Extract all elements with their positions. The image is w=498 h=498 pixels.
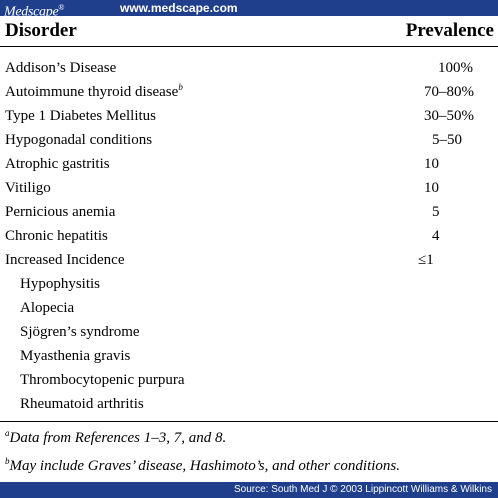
prevalence-value: 5–50 <box>432 132 462 148</box>
footnote-b: $^b$May include Graves’ disease, Hashimoto’s, and other conditions. <box>5 456 401 474</box>
disorder-name: Myasthenia gravis <box>20 348 131 364</box>
disorder-name: Atrophic gastritis <box>5 156 110 172</box>
table-row <box>0 80 498 104</box>
table-row <box>0 128 498 152</box>
disorder-name: Pernicious anemia <box>5 204 116 220</box>
table-row <box>0 368 498 392</box>
footnote-ref: b <box>178 82 183 92</box>
source-credit: Source: South Med J © 2003 Lippincott Williams & Wilkins <box>233 484 492 495</box>
disorder-name: Alopecia <box>20 300 75 316</box>
table-row <box>0 392 498 416</box>
table-row <box>0 344 498 368</box>
table-row <box>0 200 498 224</box>
prevalence-value: 10 <box>424 180 439 196</box>
table-row <box>0 320 498 344</box>
table-row <box>0 152 498 176</box>
disorder-name: Increased Incidence <box>5 252 125 268</box>
table-row <box>0 224 498 248</box>
disorder-name: Autoimmune thyroid disease$^b$ <box>5 82 183 100</box>
table-row <box>0 272 498 296</box>
table-row <box>0 248 498 272</box>
disorder-name: Hypophysitis <box>20 276 101 292</box>
prevalence-value: 30–50% <box>424 108 474 124</box>
column-header-prevalence: Prevalence <box>405 20 494 41</box>
disorder-name: Chronic hepatitis <box>5 228 108 244</box>
prevalence-value: 100% <box>438 60 473 76</box>
disorder-name: Sjögren’s syndrome <box>20 324 140 340</box>
disorder-name: Hypogonadal conditions <box>5 132 153 148</box>
prevalence-value: 10 <box>424 156 439 172</box>
disorder-name: Addison’s Disease <box>5 60 117 76</box>
prevalence-value: ≤1 <box>418 252 434 268</box>
table-header <box>0 16 498 47</box>
disorder-name: Thrombocytopenic purpura <box>20 372 185 388</box>
disorder-name: Type 1 Diabetes Mellitus <box>5 108 157 124</box>
table-row <box>0 104 498 128</box>
disorder-name: Rheumatoid arthritis <box>20 396 144 412</box>
prevalence-value: 70–80% <box>424 84 474 100</box>
table-row <box>0 56 498 80</box>
site-url[interactable]: www.medscape.com <box>120 1 238 15</box>
disorder-name: Vitiligo <box>5 180 51 196</box>
medscape-logo: Medscape® <box>4 3 65 20</box>
column-header-disorder: Disorder <box>5 20 77 41</box>
footnote-a: $^a$Data from References 1–3, 7, and 8. <box>5 428 227 446</box>
source-bar <box>0 482 498 498</box>
medscape-banner <box>0 0 498 20</box>
table-row <box>0 296 498 320</box>
table-row <box>0 176 498 200</box>
table-divider <box>0 421 498 422</box>
table-body <box>0 56 498 416</box>
prevalence-value: 4 <box>432 228 440 244</box>
prevalence-value: 5 <box>432 204 440 220</box>
